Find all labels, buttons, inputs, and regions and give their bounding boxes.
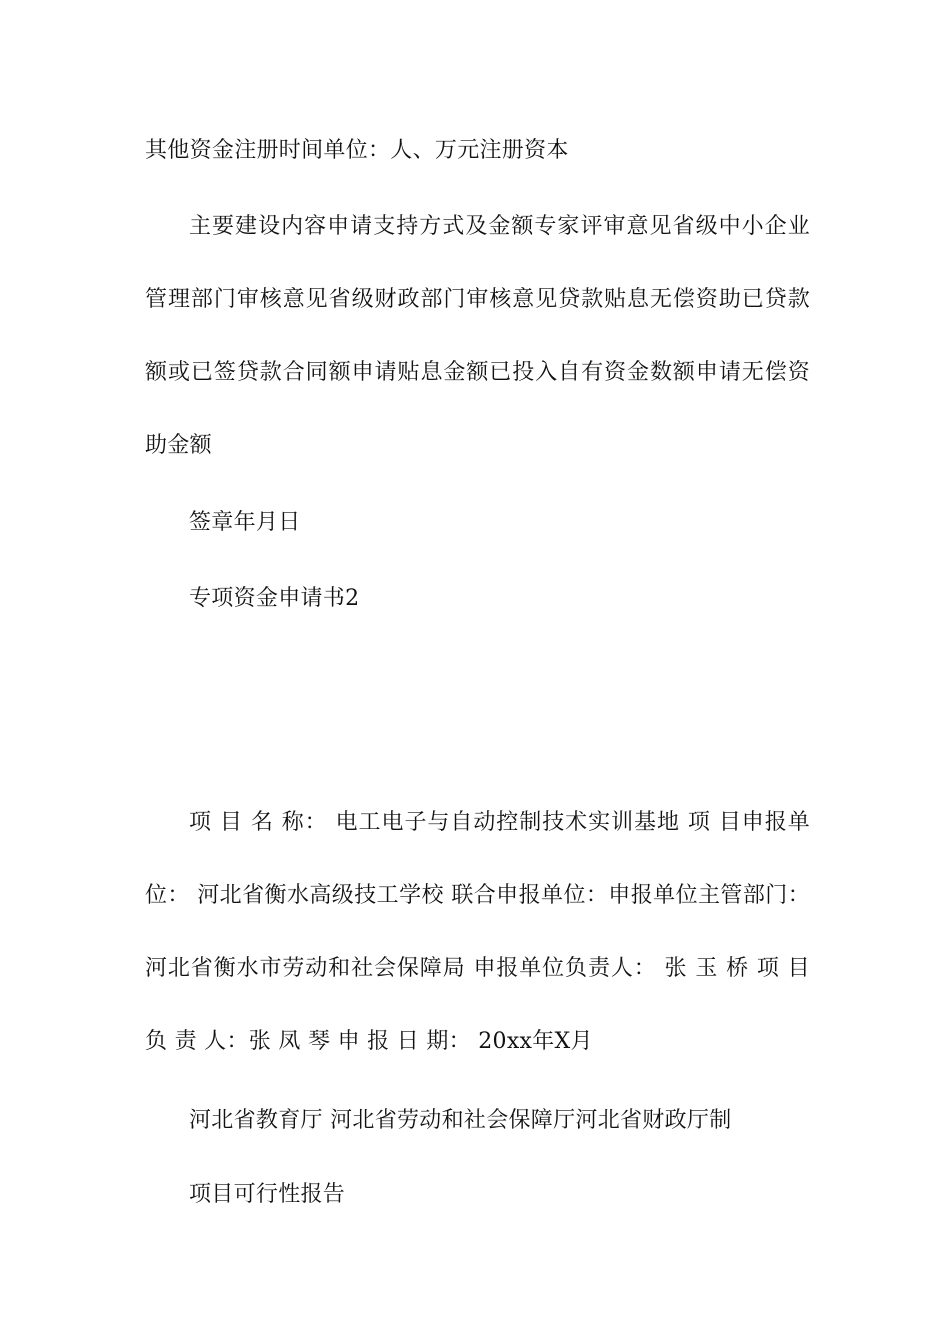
- paragraph-issuing-departments: 河北省教育厅 河北省劳动和社会保障厅河北省财政厅制: [189, 1108, 732, 1133]
- paragraph-signature-date: 签章年月日: [189, 510, 301, 535]
- paragraph-project-info: 项 目 名 称： 电工电子与自动控制技术实训基地 项 目申报单位： 河北省衡水高级技工学校 联合申报单位：申报单位主管部门：河北省衡水市劳动和社会保障局 申报单位负责人： 张 玉 桥 项 目 负 责 人：张 凤 琴 申 报 日 期： 20xx年X月: [145, 810, 810, 1054]
- paragraph-feasibility-report: 项目可行性报告: [189, 1182, 346, 1207]
- paragraph-construction-content: 主要建设内容申请支持方式及金额专家评审意见省级中小企业管理部门审核意见省级财政部门审核意见贷款贴息无偿资助已贷款额或已签贷款合同额申请贴息金额已投入自有资金数额申请无偿资助金额: [145, 214, 810, 458]
- paragraph-application-title: 专项资金申请书2: [189, 586, 360, 611]
- paragraph-registration-info: 其他资金注册时间单位：人、万元注册资本: [145, 138, 569, 163]
